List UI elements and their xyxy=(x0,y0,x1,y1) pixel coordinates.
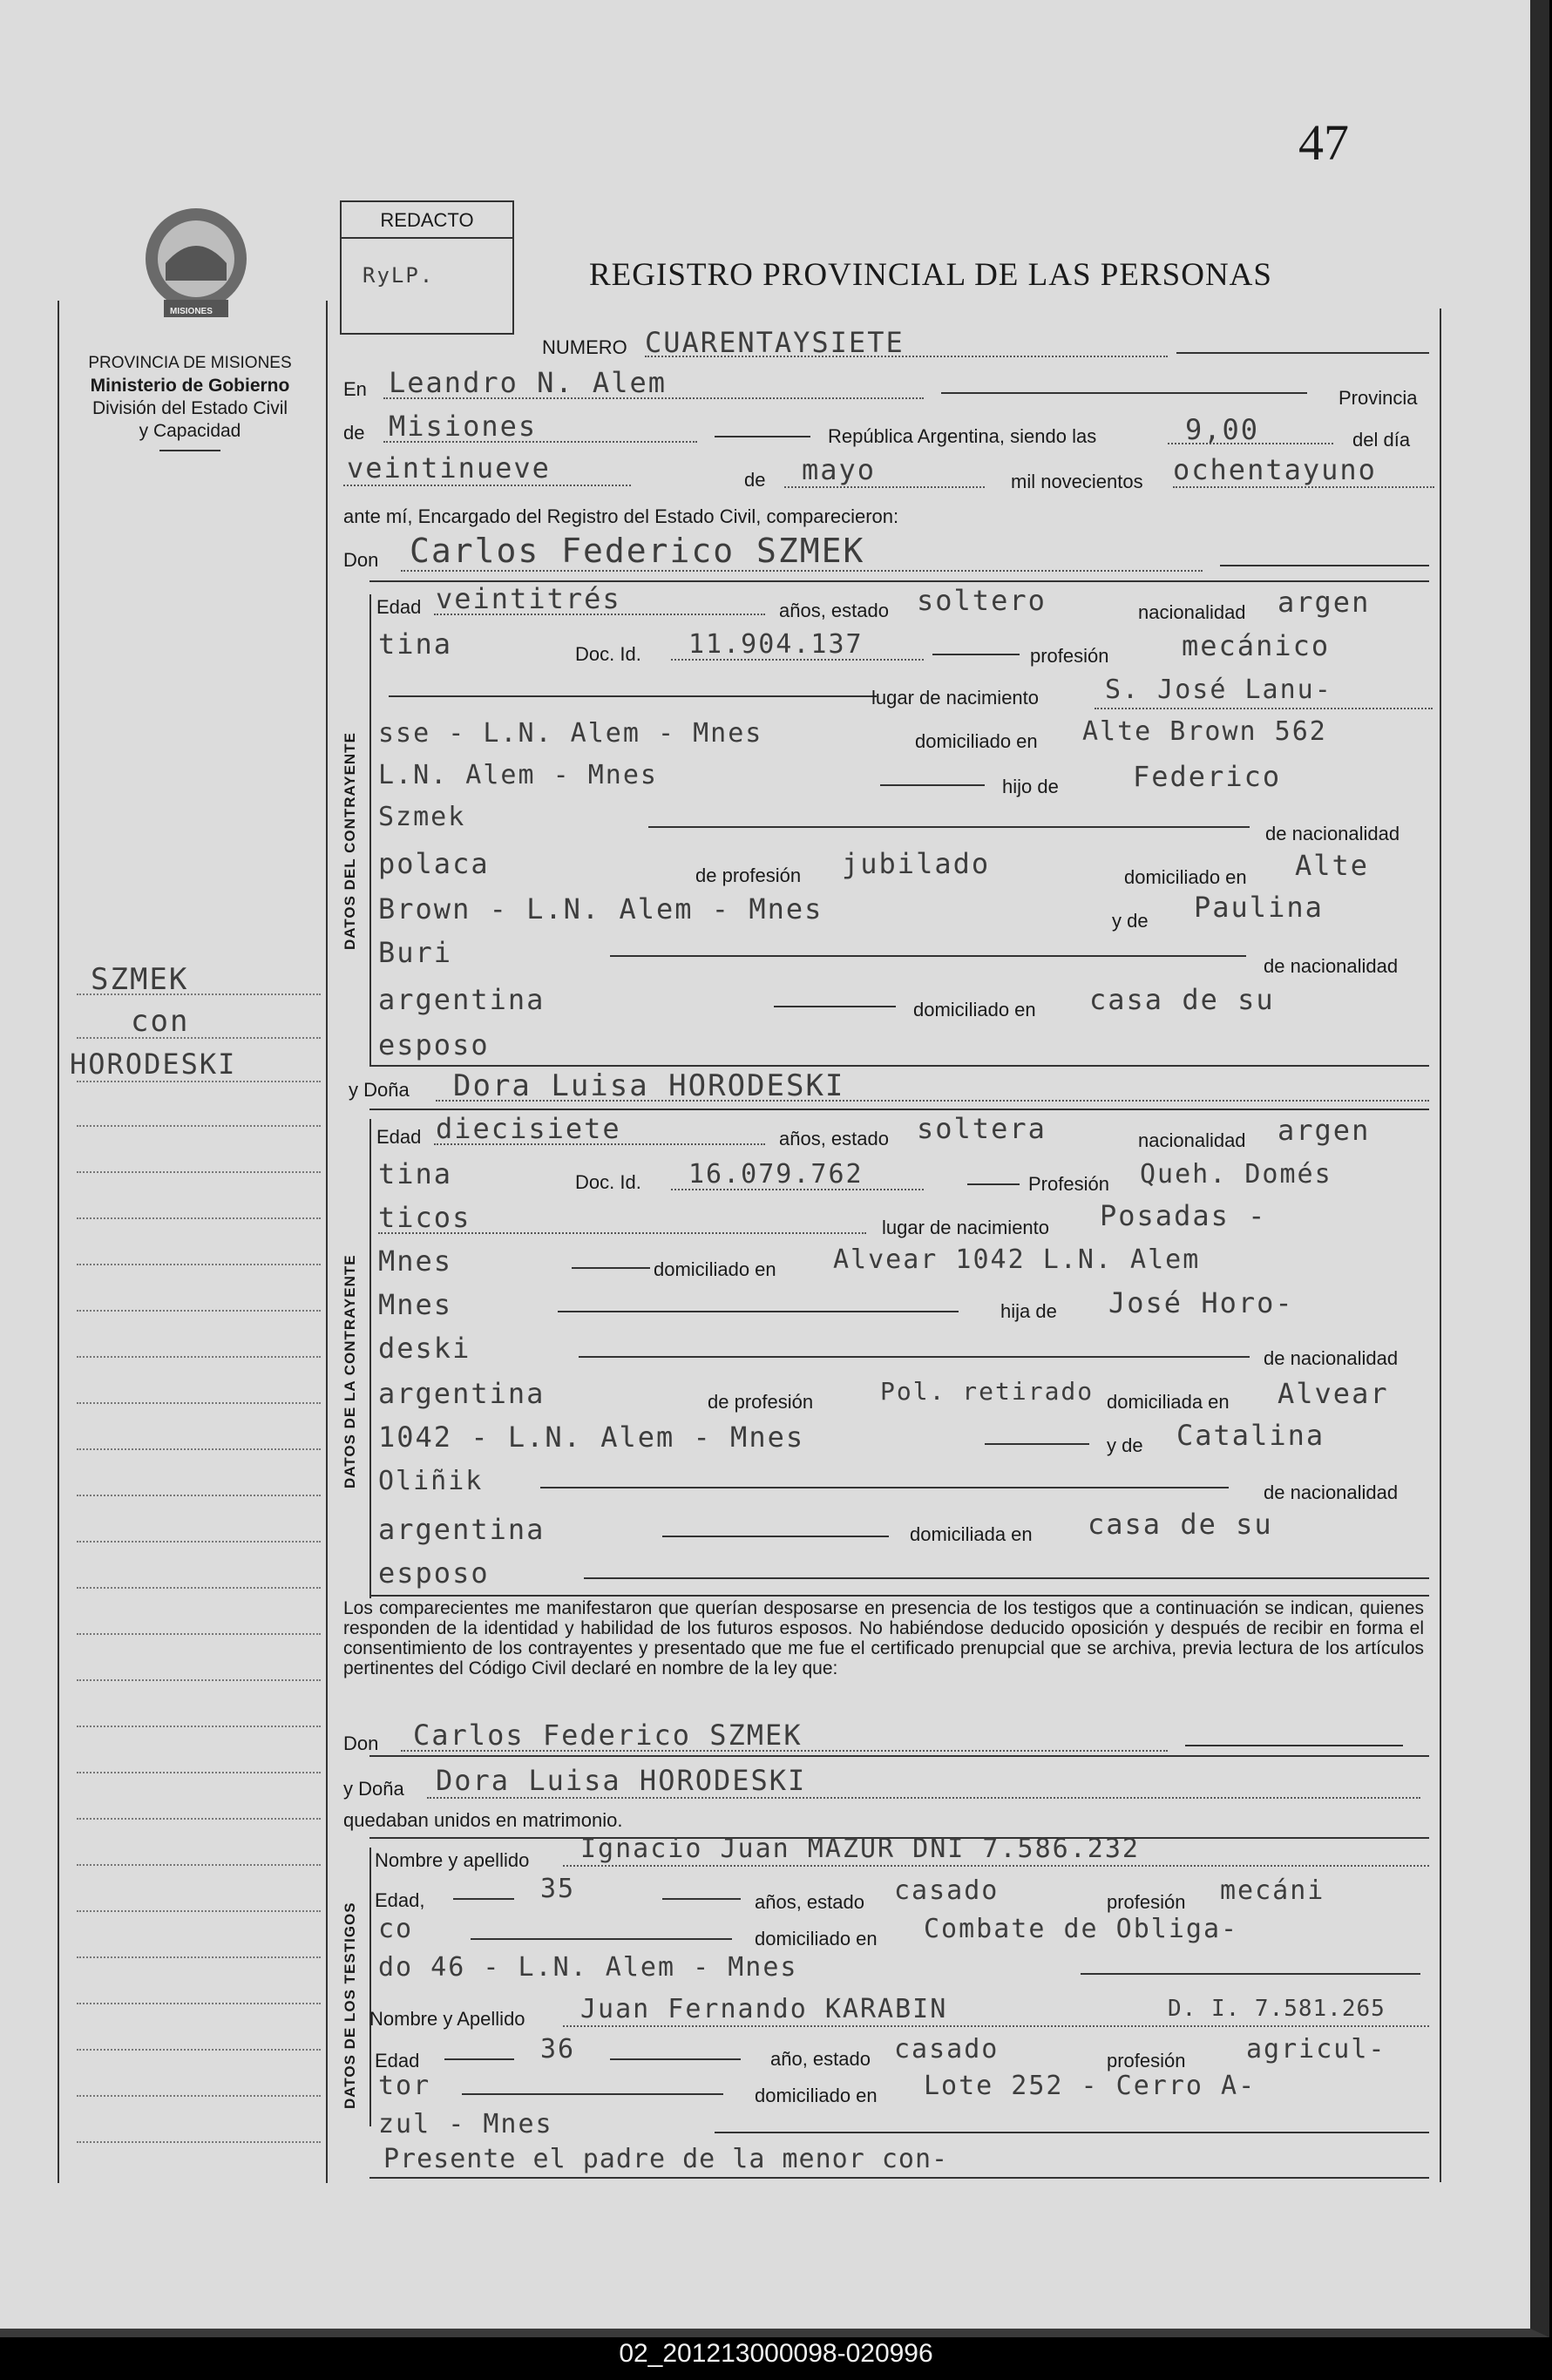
t2-prof-label: profesión xyxy=(1107,2050,1186,2071)
c-nac-value-a: argen xyxy=(1278,586,1371,619)
sidebar-header xyxy=(59,352,321,451)
margin-dotted-line xyxy=(77,1679,321,1681)
t1-edad-label: Edad, xyxy=(375,1889,425,1911)
f-padre-value-b: deski xyxy=(378,1332,471,1365)
f-padre-prof: Pol. retirado xyxy=(880,1377,1095,1406)
f-lugar-value: Posadas - xyxy=(1100,1199,1267,1232)
margin-dotted-line xyxy=(77,2049,321,2051)
c-dom-label: domiciliado en xyxy=(915,730,1038,752)
c-madre-value-a: Paulina xyxy=(1194,891,1324,924)
f-dom-label: domiciliado en xyxy=(654,1258,776,1280)
t2-dom-value-a: Lote 252 - Cerro A- xyxy=(924,2071,1257,2101)
f-padre-dom-a: Alvear xyxy=(1278,1377,1389,1410)
t1-prof-label: profesión xyxy=(1107,1891,1186,1913)
margin-dotted-line xyxy=(77,1864,321,1866)
numero-value: CUARENTAYSIETE xyxy=(645,326,905,359)
margin-dotted-line xyxy=(77,2003,321,2004)
margin-dotted-line xyxy=(77,1956,321,1958)
ministry-label: Ministerio de Gobierno xyxy=(90,376,290,396)
provincia-label: Provincia xyxy=(1339,387,1418,409)
contrayenta-side-label: DATOS DE LA CONTRAYENTE xyxy=(342,1254,358,1488)
c-padre-dom-label: domiciliado en xyxy=(1124,866,1247,888)
c-nac-label: nacionalidad xyxy=(1138,601,1246,623)
division-label: División del Estado Civil xyxy=(91,398,288,418)
f-hija-label: hija de xyxy=(1000,1300,1057,1322)
f-prof-value-b: ticos xyxy=(378,1201,471,1234)
c-edad-value: veintitrés xyxy=(436,582,621,615)
republica-label: República Argentina, siendo las xyxy=(828,425,1097,447)
c-lugar-value-a: S. José Lanu- xyxy=(1105,675,1332,705)
f-dom-value-a: Alvear 1042 L.N. Alem xyxy=(833,1244,1201,1275)
margin-dotted-line xyxy=(77,1217,321,1219)
hora-value: 9,00 xyxy=(1185,413,1260,446)
de2-label: de xyxy=(744,469,766,491)
margin-dotted-line xyxy=(77,1633,321,1635)
f-madre-dom-b: esposo xyxy=(378,1556,490,1590)
f-prof-label: Profesión xyxy=(1028,1173,1109,1195)
t1-edad-value: 35 xyxy=(540,1874,576,1904)
decl-don-value: Carlos Federico SZMEK xyxy=(413,1719,803,1752)
decl-dona-value: Dora Luisa HORODESKI xyxy=(436,1764,807,1797)
f-padre-value-a: José Horo- xyxy=(1108,1286,1294,1319)
margin-dotted-line xyxy=(77,2095,321,2097)
margin-dotted-line xyxy=(77,1587,321,1589)
margin-dotted-line xyxy=(77,1264,321,1265)
c-madre-dom-label: domiciliado en xyxy=(913,999,1036,1020)
page-number: 47 xyxy=(1298,114,1349,171)
c-padre-value-b: Szmek xyxy=(378,802,466,832)
province-label: PROVINCIA DE MISIONES xyxy=(88,354,292,372)
c-edad-label: Edad xyxy=(376,596,422,618)
c-dom-value-b: L.N. Alem - Mnes xyxy=(378,760,658,790)
seal-text: MISIONES xyxy=(170,307,213,316)
c-hijo-label: hijo de xyxy=(1002,776,1059,797)
don-value: Carlos Federico SZMEK xyxy=(410,532,865,570)
c-yde-label: y de xyxy=(1112,910,1149,932)
f-nac3-label: de nacionalidad xyxy=(1264,1482,1399,1503)
c-padre-prof: jubilado xyxy=(842,847,991,880)
t1-prof-value-b: co xyxy=(378,1914,414,1944)
margin-dotted-line xyxy=(77,1448,321,1450)
f-edad-label: Edad xyxy=(376,1126,422,1148)
numero-label: NUMERO xyxy=(542,336,627,358)
c-lugar-value-b: sse - L.N. Alem - Mnes xyxy=(378,718,763,749)
t2-edad-label: Edad xyxy=(375,2050,420,2071)
t2-doc-value: D. I. 7.581.265 xyxy=(1168,1996,1386,2022)
f-madre-dom-label: domiciliada en xyxy=(910,1523,1033,1545)
de-value: Misiones xyxy=(389,410,538,443)
f-madre-nac: argentina xyxy=(378,1513,546,1546)
margin-note-surname: SZMEK xyxy=(91,962,189,997)
margin-dotted-line xyxy=(77,1541,321,1543)
f-padre-dom-b: 1042 - L.N. Alem - Mnes xyxy=(378,1421,805,1454)
margin-dotted-line xyxy=(77,1171,321,1173)
t1-anios-label: años, estado xyxy=(755,1891,864,1913)
document-title: REGISTRO PROVINCIAL DE LAS PERSONAS xyxy=(589,257,1272,293)
contrayente-side-label: DATOS DEL CONTRAYENTE xyxy=(342,732,358,950)
t1-dom-label: domiciliado en xyxy=(755,1928,878,1949)
c-anios-label: años, estado xyxy=(779,600,889,621)
decl-dona-label: y Doña xyxy=(343,1778,404,1800)
t2-nombre-value: Juan Fernando KARABIN xyxy=(580,1994,948,2024)
c-prof-value: mecánico xyxy=(1182,629,1331,662)
t1-nombre-value: Ignacio Juan MAZUR DNI 7.586.232 xyxy=(580,1834,1140,1864)
c-madre-dom-a: casa de su xyxy=(1089,983,1275,1016)
dona-value: Dora Luisa HORODESKI xyxy=(453,1068,845,1103)
c-nac2-label: de nacionalidad xyxy=(1265,823,1400,844)
testigos-side-label: DATOS DE LOS TESTIGOS xyxy=(342,1902,358,2109)
t1-estado-value: casado xyxy=(894,1875,1000,1906)
de-label: de xyxy=(343,422,365,444)
redacto-value: RyLP. xyxy=(363,263,435,288)
f-madre-dom-a: casa de su xyxy=(1088,1508,1273,1541)
f-anios-label: años, estado xyxy=(779,1128,889,1149)
f-nac2-label: de nacionalidad xyxy=(1264,1347,1399,1369)
unidos-text: quedaban unidos en matrimonio. xyxy=(343,1809,623,1831)
redacto-label: REDACTO xyxy=(380,209,474,231)
en-value: Leandro N. Alem xyxy=(389,366,667,399)
c-padre-dom-b: Brown - L.N. Alem - Mnes xyxy=(378,892,823,926)
c-prof-label: profesión xyxy=(1030,645,1109,667)
t1-dom-value-b: do 46 - L.N. Alem - Mnes xyxy=(378,1952,798,1983)
f-doc-label: Doc. Id. xyxy=(575,1171,641,1193)
don-label: Don xyxy=(343,549,379,571)
c-madre-nac: argentina xyxy=(378,983,546,1016)
c-madre-dom-b: esposo xyxy=(378,1028,490,1061)
f-nac-value-b: tina xyxy=(378,1157,453,1190)
c-doc-value: 11.904.137 xyxy=(688,629,864,660)
f-madre-value-a: Catalina xyxy=(1176,1419,1325,1452)
margin-dotted-line xyxy=(77,1910,321,1912)
f-padre-prof-label: de profesión xyxy=(708,1391,814,1413)
nota-value: Presente el padre de la menor con- xyxy=(383,2144,949,2174)
margin-dotted-line xyxy=(77,1772,321,1773)
t2-nombre-label: Nombre y Apellido xyxy=(369,2008,525,2030)
c-estado-value: soltero xyxy=(917,584,1047,617)
c-nac-value-b: tina xyxy=(378,627,453,661)
f-nac-label: nacionalidad xyxy=(1138,1129,1246,1151)
t2-estado-value: casado xyxy=(894,2034,1000,2065)
image-code: 02_201213000098-020996 xyxy=(619,2339,933,2368)
dona-label: y Doña xyxy=(349,1079,410,1101)
margin-dotted-line xyxy=(77,2141,321,2143)
t2-dom-value-b: zul - Mnes xyxy=(378,2109,553,2139)
f-estado-value: soltera xyxy=(917,1112,1047,1145)
f-lugar-value-b: Mnes xyxy=(378,1244,453,1278)
c-dom-value-a: Alte Brown 562 xyxy=(1082,716,1327,747)
margin-dotted-line xyxy=(77,1125,321,1127)
margin-dotted-line xyxy=(77,1726,321,1727)
f-edad-value: diecisiete xyxy=(436,1112,621,1145)
margin-dotted-line xyxy=(77,1356,321,1358)
margin-note-con: con xyxy=(131,1004,190,1039)
margin-dotted-line xyxy=(77,1310,321,1312)
c-madre-value-b: Buri xyxy=(378,936,453,969)
f-prof-value-a: Queh. Domés xyxy=(1140,1159,1332,1190)
c-nac3-label: de nacionalidad xyxy=(1264,955,1399,977)
f-madre-value-b: Oliñik xyxy=(378,1466,484,1496)
decl-don-label: Don xyxy=(343,1732,379,1754)
mes-value: mayo xyxy=(802,453,877,486)
f-padre-nac: argentina xyxy=(378,1377,546,1410)
f-dom-value-b: Mnes xyxy=(378,1288,453,1321)
f-yde-label: y de xyxy=(1107,1434,1143,1456)
c-padre-nac: polaca xyxy=(378,847,490,880)
c-padre-dom-a: Alte xyxy=(1295,849,1370,882)
t2-prof-value-b: tor xyxy=(378,2071,431,2101)
t1-nombre-label: Nombre y apellido xyxy=(375,1849,530,1871)
t2-edad-value: 36 xyxy=(540,2034,576,2065)
f-padre-dom-label: domiciliada en xyxy=(1107,1391,1230,1413)
t1-dom-value-a: Combate de Obliga- xyxy=(924,1914,1239,1944)
redacto-box xyxy=(340,200,514,335)
misiones-seal-icon xyxy=(139,202,253,324)
c-lugar-label: lugar de nacimiento xyxy=(871,687,1040,709)
f-doc-value: 16.079.762 xyxy=(688,1159,864,1190)
t2-dom-label: domiciliado en xyxy=(755,2085,878,2106)
declaracion-text: Los comparecientes me manifestaron que querían desposarse en presencia de los testigos que a continuación se indican, quienes responden de la identidad y habilidad de los futuros esposos. No habiéndose deducido oposición y después de recibir en forma el consentimiento de los contrayentes y presentado que me fue el certificado prenupcial que se archiva, previa lectura de los artículos pertinentes del Código Civil declaré en nombre de la ley que: xyxy=(343,1598,1424,1678)
margin-note-surname2: HORODESKI xyxy=(70,1048,237,1081)
margin-dotted-line xyxy=(77,1402,321,1404)
c-padre-value-a: Federico xyxy=(1133,760,1282,793)
capacity-label: y Capacidad xyxy=(139,421,241,441)
t1-prof-value-a: mecáni xyxy=(1220,1875,1325,1906)
margin-dotted-line xyxy=(77,1495,321,1496)
en-label: En xyxy=(343,378,367,400)
t2-prof-value-a: agricul- xyxy=(1246,2034,1386,2065)
mil-label: mil novecientos xyxy=(1011,471,1143,492)
ante-text: ante mí, Encargado del Registro del Estado Civil, comparecieron: xyxy=(343,505,899,527)
c-padre-prof-label: de profesión xyxy=(695,865,802,886)
margin-dotted-line xyxy=(77,1037,321,1039)
margin-dotted-line xyxy=(77,1081,321,1082)
anio-value: ochentayuno xyxy=(1173,453,1377,486)
margin-dotted-line xyxy=(77,1818,321,1820)
c-doc-label: Doc. Id. xyxy=(575,643,641,665)
t2-anios-label: año, estado xyxy=(770,2048,871,2070)
dia-value: veintinueve xyxy=(347,451,551,485)
f-lugar-label: lugar de nacimiento xyxy=(882,1217,1050,1238)
f-nac-value-a: argen xyxy=(1278,1114,1371,1147)
del-dia-label: del día xyxy=(1352,429,1411,451)
